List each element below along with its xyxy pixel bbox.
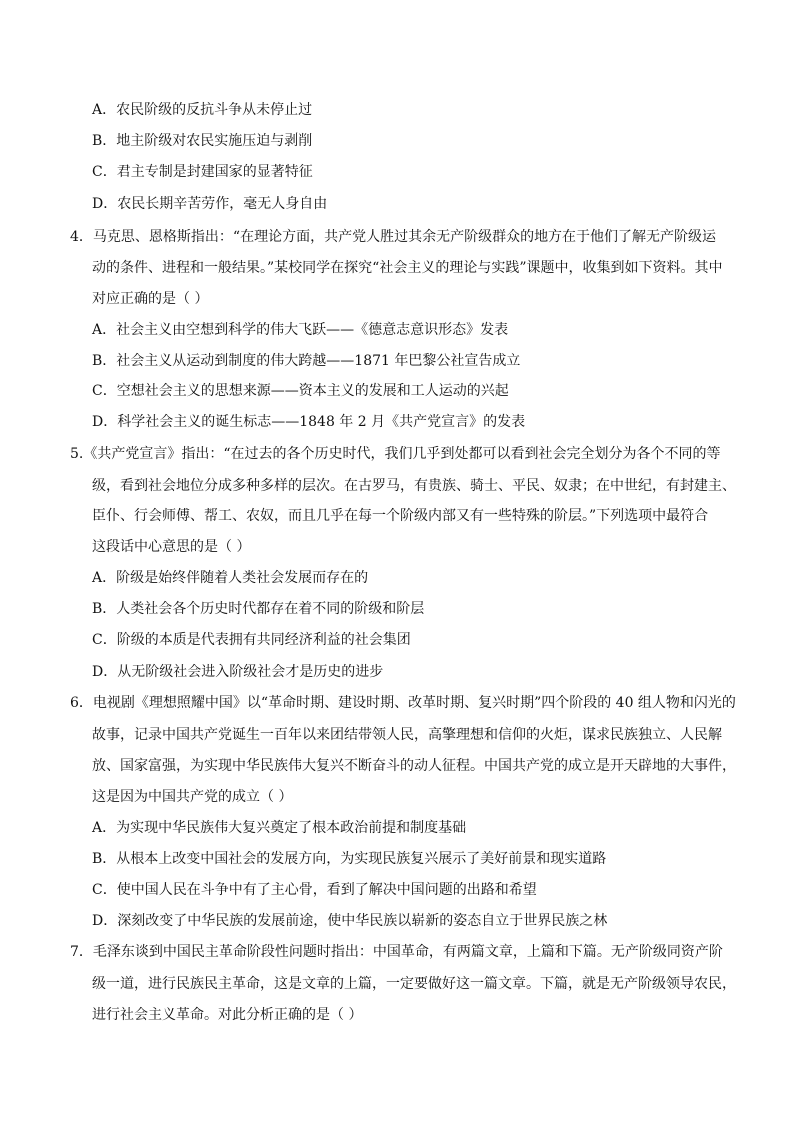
q6-stem-line-4: 这是因为中国共产党的成立（ ）	[92, 789, 293, 805]
q5-option-d: D．从无阶级社会进入阶级社会才是历史的进步	[92, 664, 384, 680]
q5-option-b: B．人类社会各个历史时代都存在着不同的阶级和阶层	[92, 601, 425, 617]
q3-option-a: A．农民阶级的反抗斗争从未停止过	[92, 102, 313, 118]
q6-option-c: C．使中国人民在斗争中有了主心骨，看到了解决中国问题的出路和希望	[92, 882, 537, 898]
q6-stem-line-1: 6．电视剧《理想照耀中国》以“革命时期、建设时期、改革时期、复兴时期”四个阶段的 40 组人物和闪光的	[70, 695, 736, 711]
q5-stem-line-3: 臣仆、行会师傅、帮工、农奴，而且几乎在每一个阶级内部又有一些特殊的阶层。”下列选项中最符合	[92, 508, 709, 524]
q5-option-c: C．阶级的本质是代表拥有共同经济利益的社会集团	[92, 632, 411, 648]
q5-option-a: A．阶级是始终伴随着人类社会发展而存在的	[92, 570, 369, 586]
q4-stem-line-3: 对应正确的是（ ）	[92, 291, 209, 307]
q3-option-b: B．地主阶级对农民实施压迫与剥削	[92, 133, 313, 149]
q4-stem-line-1: 4．马克思、恩格斯指出：“在理论方面，共产党人胜过其余无产阶级群众的地方在于他们了解无产阶级运	[70, 229, 717, 245]
q5-stem-line-4: 这段话中心意思的是（ ）	[92, 539, 251, 555]
q6-option-a: A．为实现中华民族伟大复兴奠定了根本政治前提和制度基础	[92, 820, 467, 836]
q6-stem-line-2: 故事，记录中国共产党诞生一百年以来团结带领人民，高擎理想和信仰的火炬，谋求民族独立、人民解	[92, 727, 722, 743]
q4-option-a: A．社会主义由空想到科学的伟大飞跃——《德意志意识形态》发表	[92, 322, 509, 338]
q5-stem-line-1: 5.《共产党宣言》指出：“在过去的各个历史时代，我们几乎到处都可以看到社会完全划分为各个不同的等	[70, 446, 721, 462]
q6-stem-line-3: 放、国家富强，为实现中华民族伟大复兴不断奋斗的动人征程。中国共产党的成立是开天辟地的大事件，	[92, 758, 736, 774]
q7-stem-line-2: 级一道，进行民族民主革命，这是文章的上篇，一定要做好这一篇文章。下篇，就是无产阶级领导农民，	[92, 976, 736, 992]
q7-stem-line-1: 7．毛泽东谈到中国民主革命阶段性问题时指出：中国革命，有两篇文章，上篇和下篇。无产阶级同资产阶	[70, 944, 723, 960]
q6-option-d: D．深刻改变了中华民族的发展前途，使中华民族以崭新的姿态自立于世界民族之林	[92, 913, 608, 929]
q3-option-c: C．君主专制是封建国家的显著特征	[92, 164, 313, 180]
q7-stem-line-3: 进行社会主义革命。对此分析正确的是（ ）	[92, 1007, 363, 1023]
q4-option-b: B．社会主义从运动到制度的伟大跨越——1871 年巴黎公社宣告成立	[92, 353, 521, 369]
q6-option-b: B．从根本上改变中国社会的发展方向，为实现民族复兴展示了美好前景和现实道路	[92, 851, 607, 867]
q4-option-c: C．空想社会主义的思想来源——资本主义的发展和工人运动的兴起	[92, 383, 509, 399]
q3-option-d: D．农民长期辛苦劳作，毫无人身自由	[92, 196, 328, 212]
q4-option-d: D．科学社会主义的诞生标志——1848 年 2 月《共产党宣言》的发表	[92, 414, 526, 430]
q4-stem-line-2: 动的条件、进程和一般结果。”某校同学在探究“社会主义的理论与实践”课题中，收集到如下资料。其中	[92, 260, 723, 276]
q5-stem-line-2: 级，看到社会地位分成多种多样的层次。在古罗马，有贵族、骑士、平民、奴隶；在中世纪，有封建主、	[92, 478, 736, 494]
